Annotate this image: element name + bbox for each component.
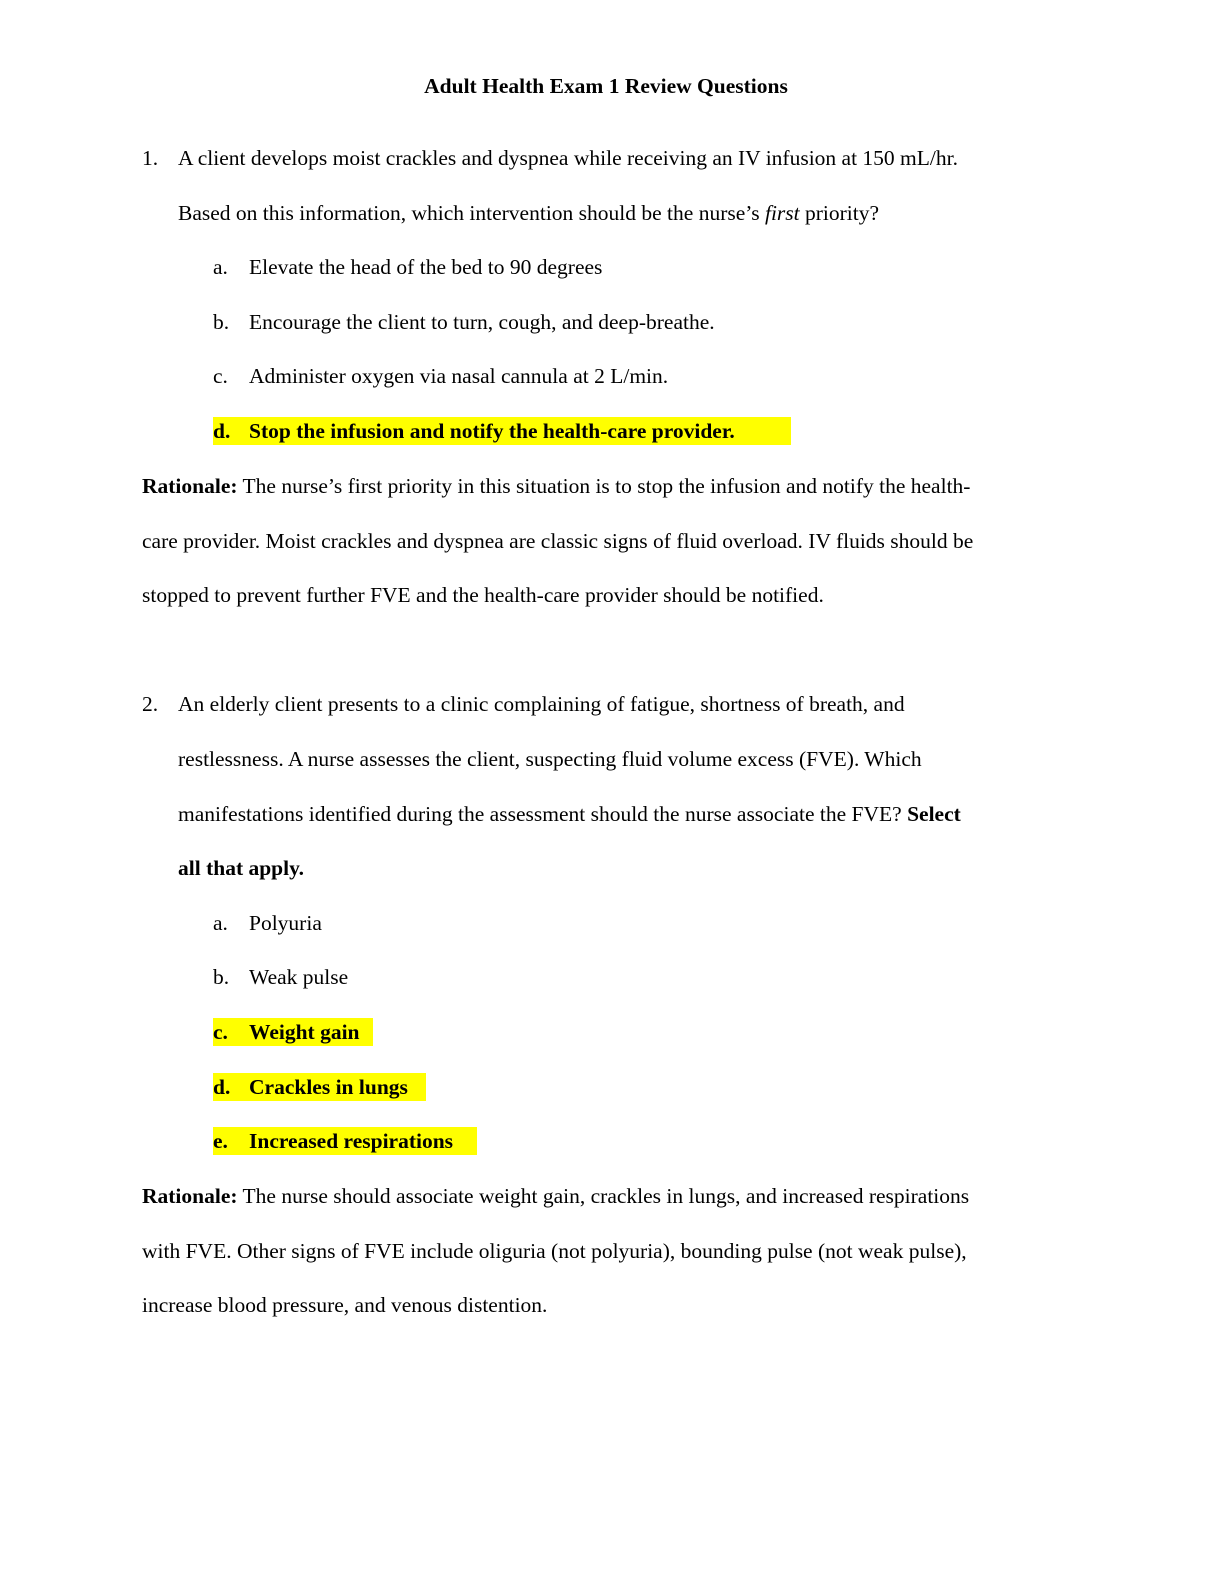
question-2-rationale-line-3: increase blood pressure, and venous distention. [142,1293,548,1317]
question-2-option-d-letter: d. [213,1075,231,1099]
document-title: Adult Health Exam 1 Review Questions [424,74,788,98]
question-1-option-d-letter: d. [213,419,231,443]
question-2-select-instruction: Select [907,802,961,826]
question-2-text-line-2: restlessness. A nurse assesses the client, suspecting fluid volume excess (FVE). Which [178,747,922,771]
question-2-number: 2. [142,692,159,716]
question-1-option-b-text: Encourage the client to turn, cough, and deep-breathe. [249,310,715,334]
question-1-rationale-text-1: The nurse’s first priority in this situation is to stop the infusion and notify the health- [237,474,971,498]
question-1-option-a-text: Elevate the head of the bed to 90 degrees [249,255,603,279]
question-2-option-c-text: Weight gain [249,1020,360,1044]
question-2-text-line-4: all that apply. [178,856,305,880]
question-2-option-c-letter: c. [213,1020,228,1044]
question-1-option-b-letter: b. [213,310,230,334]
question-2-option-b-text: Weak pulse [249,965,349,989]
question-1-text-line-2 [178,199,879,227]
question-1-text-line-2-post: priority? [799,201,880,225]
question-1-option-a-letter: a. [213,255,228,279]
question-1-text-line-1: A client develops moist crackles and dyspnea while receiving an IV infusion at 150 mL/hr. [178,146,958,170]
question-2-option-d-text: Crackles in lungs [249,1075,408,1099]
question-2-option-e-text: Increased respirations [249,1129,454,1153]
question-2-rationale-label: Rationale: [142,1184,238,1208]
question-1-number: 1. [142,146,159,170]
question-1-rationale-line-3: stopped to prevent further FVE and the health-care provider should be notified. [142,583,824,607]
question-1-option-d-text: Stop the infusion and notify the health-care provider. [249,419,735,443]
question-2-text-line-1: An elderly client presents to a clinic complaining of fatigue, shortness of breath, and [178,692,905,716]
question-1-rationale-line-1 [142,472,970,500]
question-1-text-line-2-pre: Based on this information, which intervention should be the nurse’s [178,201,765,225]
question-2-rationale-line-2: with FVE. Other signs of FVE include oliguria (not polyuria), bounding pulse (not weak pulse), [142,1239,967,1263]
question-2-option-b-letter: b. [213,965,230,989]
question-1-rationale-label: Rationale: [142,474,238,498]
question-2-option-a-letter: a. [213,911,228,935]
question-1-emphasis: first [764,201,800,225]
question-2-text-line-3 [178,800,961,828]
question-1-option-c-letter: c. [213,364,228,388]
question-2-rationale-line-1 [142,1182,969,1210]
question-2-option-e-letter: e. [213,1129,228,1153]
question-2-text-line-3-pre: manifestations identified during the assessment should the nurse associate the FVE? [178,802,908,826]
question-2-rationale-text-1: The nurse should associate weight gain, crackles in lungs, and increased respirations [237,1184,970,1208]
question-1-option-c-text: Administer oxygen via nasal cannula at 2 L/min. [249,364,669,388]
question-1-rationale-line-2: care provider. Moist crackles and dyspnea are classic signs of fluid overload. IV fluids should be [142,529,974,553]
question-2-option-a-text: Polyuria [249,911,322,935]
